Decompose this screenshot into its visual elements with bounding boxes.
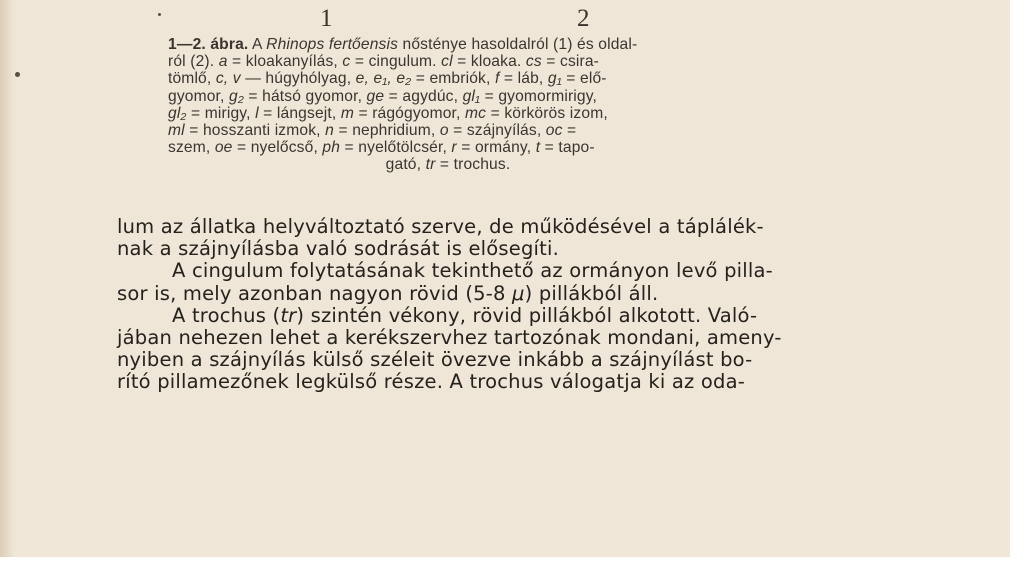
text-run: ) szintén vékony, rövid pillákból alkotott. Való- [296,303,758,327]
body-line [117,305,817,327]
body-line [117,260,817,282]
italic-run: gl₂ [168,104,187,122]
italic-run: c, v [215,70,241,88]
text-run: = rágógyomor, [353,104,466,122]
text-run: = elő- [561,70,607,88]
italic-run: t [535,139,541,157]
text-run: nak a szájnyílásba való sodrását is elősegíti. [117,237,560,261]
text-run: = körkörös izom, [486,104,608,122]
text-run: = embriók, [411,70,495,88]
text-run: ) pillákból áll. [524,281,659,305]
italic-run: n [325,121,334,139]
caption-line [168,70,768,87]
text-run: = [562,121,577,139]
page-edge-shadow [0,0,14,557]
text-run: = cingulum. [350,53,442,71]
text-run: gató, [385,156,426,174]
italic-run: tr [280,303,297,327]
text-run: = lángsejt, [258,104,341,122]
italic-run: r [451,139,457,157]
text-run: ról (2). [168,53,219,71]
text-run: = szájnyílás, [448,121,546,139]
body-line [117,327,817,349]
body-line [117,238,817,260]
italic-run: ge [366,87,385,105]
text-run: = láb, [499,70,548,88]
text-run: = kloaka. [452,53,526,71]
body-line [117,349,817,371]
text-run: = mirigy, [186,104,256,122]
text-run: = gyomormirigy, [480,87,598,105]
body-line [117,283,817,305]
italic-run: o [439,121,449,139]
italic-run: ml [168,121,185,139]
italic-run: gl₁ [462,87,481,105]
text-run: rító pillamezőnek legkülső része. A trochus válogatja ki az oda- [117,370,745,394]
body-text [117,216,817,394]
italic-run: c [342,53,351,71]
italic-run: μ [512,281,525,305]
caption-line [168,122,768,139]
italic-run: a [218,53,228,71]
text-run: jában nehezen lehet a kerékszervhez tartozónak mondani, ameny- [117,325,782,349]
text-run: = ormány, [456,139,536,157]
italic-run: Rhinops fertőensis [266,36,399,53]
italic-run: g₁ [547,70,562,88]
caption-line [168,53,768,70]
text-run: = kloakanyílás, [227,53,343,71]
italic-run: e, e₁, e₂ [355,70,412,88]
text-run: szem, [168,139,215,157]
body-line [117,216,817,238]
text-run: tömlő, [168,70,216,88]
figure-number-1: 1 [320,5,333,32]
caption-line [168,105,768,122]
figure-numbers [0,5,1010,37]
text-run: sor is, mely azonban nagyon rövid (5-8 [117,281,513,305]
text-run: nősténye hasoldalról (1) és oldal- [398,36,638,53]
text-run: gyomor, [168,87,230,105]
caption-line [168,36,768,53]
text-run: = trochus. [435,156,511,174]
italic-run: mc [465,104,487,122]
italic-run: m [340,104,354,122]
text-run: nyiben a szájnyílás külső széleit övezve inkább a szájnyílást bo- [117,348,753,372]
text-run: A trochus ( [172,303,281,327]
italic-run: ph [322,139,341,157]
text-run: = nephridium, [333,121,440,139]
text-run: = nyelőtölcsér, [340,139,452,157]
italic-run: l [255,104,259,122]
italic-run: oe [214,139,233,157]
text-run: = hátsó gyomor, [243,87,367,105]
text-run: = agydúc, [384,87,463,105]
italic-run: g₂ [229,87,244,105]
figure-number-2: 2 [577,5,590,32]
text-run: = hosszanti izmok, [184,121,326,139]
caption-line [168,139,768,156]
italic-run: tr [425,156,436,174]
text-run: = csira- [541,53,600,71]
caption-line [168,88,768,105]
text-run: — húgyhólyag, [240,70,356,88]
text-run: A [248,36,267,53]
italic-run: f [494,70,500,88]
italic-run: cl [441,53,453,71]
text-run: lum az állatka helyváltoztató szerve, de működésével a táplálék- [117,215,764,238]
caption-line [168,156,768,173]
text-run: = tapo- [540,139,595,157]
ink-speck [15,72,20,77]
bold-run: 1—2. ábra. [168,36,249,53]
text-run: = nyelőcső, [232,139,323,157]
italic-run: cs [525,53,542,71]
figure-caption [168,36,768,174]
italic-run: oc [545,121,563,139]
body-line [117,371,817,393]
text-run: A cingulum folytatásának tekinthető az ormányon levő pilla- [172,259,773,283]
